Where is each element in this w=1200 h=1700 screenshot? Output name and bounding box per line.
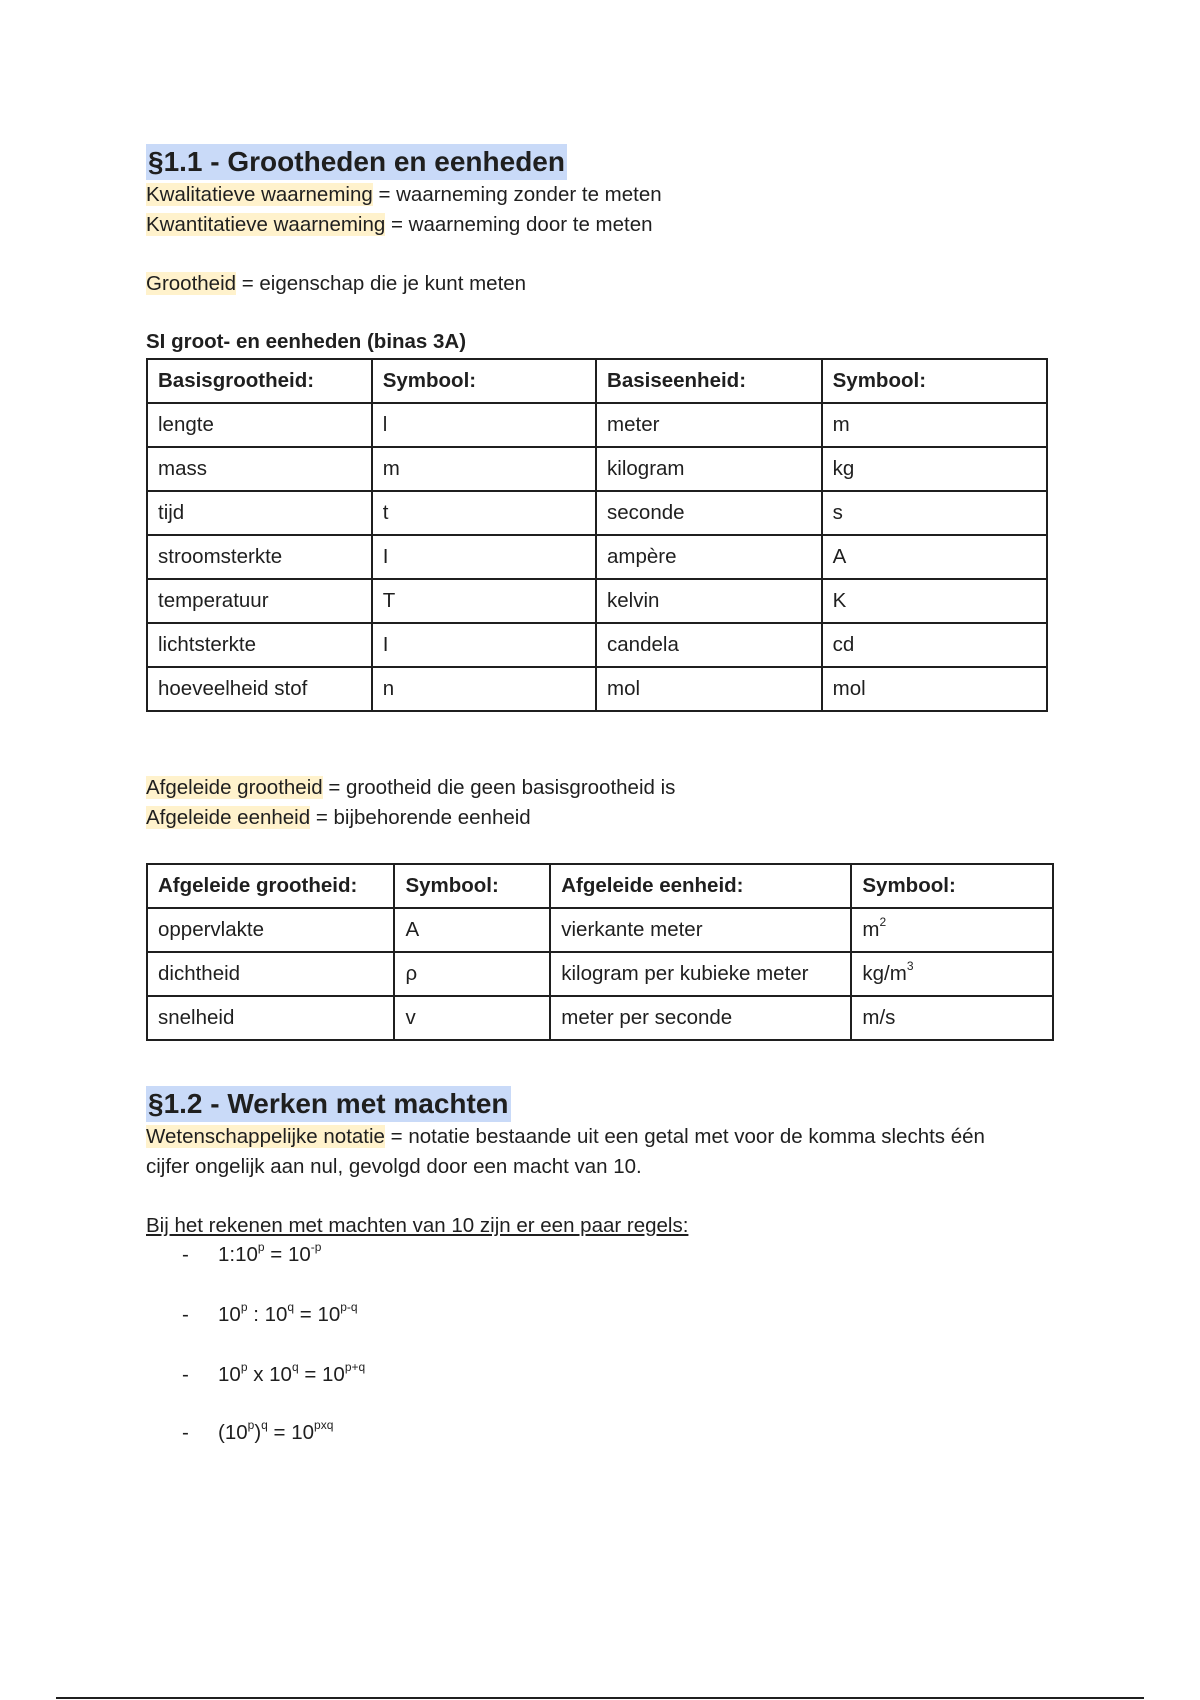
table-cell: seconde xyxy=(596,491,822,535)
table-cell: ampère xyxy=(596,535,822,579)
definition-text: = waarneming door te meten xyxy=(385,213,653,236)
definition-text: = eigenschap die je kunt meten xyxy=(236,272,527,295)
rule-part: ) xyxy=(254,1421,262,1444)
table-row xyxy=(147,623,1047,667)
rules-intro: Bij het rekenen met machten van 10 zijn er een paar regels: xyxy=(146,1214,689,1237)
table-cell: I xyxy=(372,535,596,579)
definition-text: = notatie bestaande uit een getal met voor de komma slechts één xyxy=(384,1125,985,1148)
table-row xyxy=(147,579,1047,623)
section-1-heading: §1.1 - Grootheden en eenheden xyxy=(146,144,567,180)
definition-kwantitatief xyxy=(146,210,653,240)
table-row xyxy=(147,908,1053,952)
rule-item xyxy=(146,1418,333,1448)
table-cell: candela xyxy=(596,623,822,667)
table-cell: dichtheid xyxy=(147,952,394,996)
table-cell: n xyxy=(372,667,596,711)
table-cell: temperatuur xyxy=(147,579,372,623)
rule-part: = 10 xyxy=(264,1243,311,1266)
rule-part: 10 xyxy=(218,1363,241,1386)
definition-afgeleide-grootheid xyxy=(146,773,675,803)
table-cell: vierkante meter xyxy=(550,908,851,952)
definition-wetenschappelijke-notatie xyxy=(146,1122,985,1152)
rule-exponent: p xyxy=(247,1418,255,1433)
table-row xyxy=(147,952,1053,996)
rule-exponent: p-q xyxy=(340,1300,358,1315)
table-cell: stroomsterkte xyxy=(147,535,372,579)
table-header-cell: Symbool: xyxy=(822,359,1047,403)
table-cell: kilogram xyxy=(596,447,822,491)
rule-part: (10 xyxy=(218,1421,248,1444)
table-cell xyxy=(851,908,1053,952)
rule-exponent: q xyxy=(287,1300,295,1315)
table-cell: meter xyxy=(596,403,822,447)
definition-text: = bijbehorende eenheid xyxy=(310,806,531,829)
term-grootheid: Grootheid xyxy=(146,272,237,295)
table-cell xyxy=(851,952,1053,996)
list-dash: - xyxy=(182,1421,189,1444)
table-cell: meter per seconde xyxy=(550,996,851,1040)
table-cell: s xyxy=(822,491,1047,535)
table-cell: mol xyxy=(822,667,1047,711)
unit-text: m xyxy=(862,918,880,941)
table-cell: m xyxy=(372,447,596,491)
table-cell: mass xyxy=(147,447,372,491)
rule-exponent: p+q xyxy=(344,1360,366,1375)
rule-exponent: p xyxy=(257,1240,265,1255)
table-cell: v xyxy=(394,996,550,1040)
definition-grootheid xyxy=(146,269,526,299)
table-cell: A xyxy=(394,908,550,952)
rule-item xyxy=(146,1240,321,1270)
table-row xyxy=(147,403,1047,447)
term-afgeleide-grootheid: Afgeleide grootheid xyxy=(146,776,323,799)
rule-item xyxy=(146,1360,365,1390)
section-2-heading: §1.2 - Werken met machten xyxy=(146,1086,511,1122)
table-cell: lichtsterkte xyxy=(147,623,372,667)
rule-item xyxy=(146,1300,358,1330)
table-cell: I xyxy=(372,623,596,667)
table-cell xyxy=(851,996,1053,1040)
rule-part: x 10 xyxy=(247,1363,292,1386)
table-header-cell: Basiseenheid: xyxy=(596,359,822,403)
table-cell: l xyxy=(372,403,596,447)
rule-exponent: p xyxy=(240,1300,248,1315)
si-table-caption: SI groot- en eenheden (binas 3A) xyxy=(146,330,467,353)
table-cell: kg xyxy=(822,447,1047,491)
term-kwalitatief: Kwalitatieve waarneming xyxy=(146,183,373,206)
table-header-cell: Afgeleide eenheid: xyxy=(550,864,851,908)
rule-part: = 10 xyxy=(294,1303,341,1326)
definition-kwalitatief xyxy=(146,180,662,210)
table-cell: tijd xyxy=(147,491,372,535)
table-row xyxy=(147,996,1053,1040)
rule-part: = 10 xyxy=(298,1363,345,1386)
table-cell: snelheid xyxy=(147,996,394,1040)
unit-text: m/s xyxy=(862,1006,896,1029)
table-cell: ρ xyxy=(394,952,550,996)
derived-units-table xyxy=(146,863,1054,1041)
table-cell: m xyxy=(822,403,1047,447)
unit-exponent: 3 xyxy=(906,959,914,974)
definition-afgeleide-eenheid xyxy=(146,803,531,833)
rule-exponent: pxq xyxy=(314,1418,334,1433)
unit-exponent: 2 xyxy=(879,915,887,930)
rule-exponent: -p xyxy=(310,1240,322,1255)
table-header-cell: Afgeleide grootheid: xyxy=(147,864,394,908)
rule-part: 10 xyxy=(218,1303,241,1326)
term-kwantitatief: Kwantitatieve waarneming xyxy=(146,213,386,236)
table-cell: kilogram per kubieke meter xyxy=(550,952,851,996)
table-header-row xyxy=(147,359,1047,403)
table-header-cell: Basisgrootheid: xyxy=(147,359,372,403)
table-header-cell: Symbool: xyxy=(851,864,1053,908)
table-cell: hoeveelheid stof xyxy=(147,667,372,711)
rule-part: : 10 xyxy=(247,1303,288,1326)
rule-exponent: q xyxy=(261,1418,268,1433)
table-header-row xyxy=(147,864,1053,908)
page-bottom-divider xyxy=(56,1697,1144,1699)
table-cell: A xyxy=(822,535,1047,579)
table-row xyxy=(147,447,1047,491)
table-cell: kelvin xyxy=(596,579,822,623)
list-dash: - xyxy=(182,1243,189,1266)
table-cell: mol xyxy=(596,667,822,711)
table-cell: T xyxy=(372,579,596,623)
table-header-cell: Symbool: xyxy=(372,359,596,403)
table-cell: cd xyxy=(822,623,1047,667)
term-afgeleide-eenheid: Afgeleide eenheid xyxy=(146,806,311,829)
table-cell: K xyxy=(822,579,1047,623)
rule-part: = 10 xyxy=(267,1421,315,1444)
table-cell: t xyxy=(372,491,596,535)
definition-text: = grootheid die geen basisgrootheid is xyxy=(322,776,676,799)
rule-part: 1:10 xyxy=(218,1243,258,1266)
unit-text: kg/m xyxy=(862,962,907,985)
table-row xyxy=(147,535,1047,579)
definition-text: = waarneming zonder te meten xyxy=(372,183,662,206)
si-units-table xyxy=(146,358,1048,712)
term-wetenschappelijke-notatie: Wetenschappelijke notatie xyxy=(146,1125,385,1148)
list-dash: - xyxy=(182,1303,189,1326)
table-row xyxy=(147,667,1047,711)
table-cell: oppervlakte xyxy=(147,908,394,952)
table-cell: lengte xyxy=(147,403,372,447)
table-row xyxy=(147,491,1047,535)
list-dash: - xyxy=(182,1363,189,1386)
rule-exponent: p xyxy=(240,1360,248,1375)
definition-continuation: cijfer ongelijk aan nul, gevolgd door een macht van 10. xyxy=(146,1155,642,1178)
rule-exponent: q xyxy=(291,1360,299,1375)
table-header-cell: Symbool: xyxy=(394,864,550,908)
